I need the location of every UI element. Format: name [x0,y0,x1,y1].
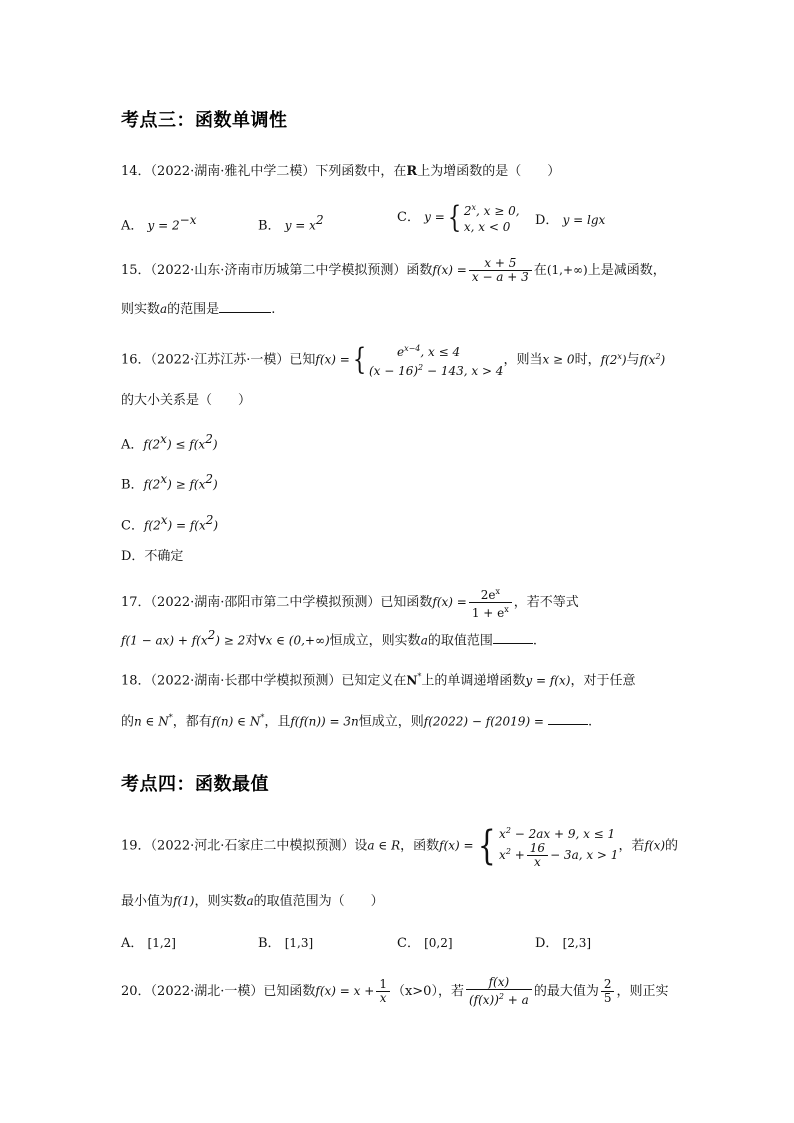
expr: f(n) ∈ N [211,714,261,729]
expr: ) = f(x [167,518,206,533]
q14-option-d [535,211,605,230]
num-sup: x [495,587,500,596]
question-15 [121,257,666,284]
expr: ) [621,352,627,367]
den-text: (f(x)) [468,993,499,1007]
q16-option-a [121,430,218,454]
case-2: x, x < 0 [463,220,511,234]
sup: * [168,713,173,722]
q18-stem: 18．（2022·湖南·长郡中学模拟预测）已知定义在 [121,673,407,689]
cases [464,200,520,235]
q16-option-c [121,511,218,535]
sup: x [160,513,168,527]
q14-tail: 上为增函数的是（ ） [417,164,561,179]
case-sup: x [471,203,476,212]
option-letter: C． [121,518,144,534]
sup: 2 [205,472,214,486]
q14-stem: 14．（2022·湖南·雅礼中学二模）下列函数中，在 [121,164,407,179]
case-2 [369,360,504,379]
text: 恒成立，则 [358,714,424,730]
question-14 [121,163,560,181]
case-1 [464,200,520,219]
question-17 [121,585,579,620]
expr: ) [213,518,219,533]
text: ，对于任意 [570,673,636,689]
option-sup: −x [179,213,197,227]
q18-N: N [406,673,418,688]
q16-cond: x ≥ 0 [542,352,575,367]
q16-mid2: 时， [574,352,601,368]
text: 的取值范围 [427,633,493,649]
q17-end: . [532,633,537,649]
expr: f(x) = [439,838,474,853]
text: 最小值为 [121,894,174,909]
case-text: (x − 16) [368,364,419,378]
expr: f(2 [600,352,618,367]
case-sup: x−4 [404,344,421,353]
expr: f(x) [644,838,666,853]
expr: f(1) [173,894,195,908]
q16-stem: 16．（2022·江苏江苏·一模）已知 [121,352,316,368]
q15-interval: (1,+∞) [546,263,588,277]
text: ，且 [264,714,291,730]
option-letter: D． [535,936,559,951]
q14-option-c [397,200,520,235]
q19-option-b [258,934,313,953]
question-18 [121,668,635,690]
option-letter: A． [121,936,144,951]
q17-a: a [420,633,428,648]
case-sup: 2 [505,847,511,856]
sup: x [160,432,167,446]
sup: x [617,351,622,361]
case-text: − 3a, x > 1 [550,848,619,862]
q20-fraction-3 [601,978,615,1005]
q14-r: R [406,164,418,179]
q16-yu: 与 [626,352,640,368]
expr: y = f(x) [525,673,571,688]
case-text: e [396,345,405,359]
text: 的取值范围为（ ） [253,894,384,909]
case-text: − 2ax + 9, x ≤ 1 [510,827,616,841]
question-19 [121,823,678,869]
answer-blank[interactable] [219,300,271,313]
text: ，都有 [172,714,212,730]
num-text: 2e [480,588,496,602]
text: 对 [245,633,259,649]
q20-fraction-1 [376,978,390,1005]
numerator: f(x) [466,976,532,990]
q15-a: a [160,302,168,316]
section-heading-3: 考点三：函数单调性 [121,110,288,131]
case-1 [369,341,504,360]
option-expr: y = 2 [147,218,180,233]
question-16-line2: 的大小关系是（ ） [121,393,252,408]
den-text: + a [503,993,529,1007]
case-text: x [499,848,506,862]
q19-a: a [246,894,254,908]
den-text: 1 + e [471,606,505,620]
option-expr: y = [424,210,445,224]
q16-f2 [640,353,666,367]
den-sup: 2 [498,992,504,1001]
cond: ∀x ∈ (0,+∞) [258,633,330,648]
q15-end: . [271,302,276,317]
sup: 2 [655,351,661,361]
text: 恒成立，则实数 [329,633,421,649]
expr: ) ≤ f(x [166,437,206,452]
q20-fraction-2 [466,976,532,1007]
question-18-line2 [121,709,592,731]
expr: f(2022) − f(2019) = [423,714,544,729]
q15-text: 的范围是 [167,302,220,317]
cases [499,823,618,869]
option-letter: C． [397,210,420,225]
text: ，若 [618,838,645,854]
numerator: 16 [527,842,548,856]
den-sup: x [504,605,509,614]
option-value: [0,2] [424,936,453,950]
expr: f(2 [143,477,161,492]
case-sup: 2 [418,363,424,372]
q19-stem: 19．（2022·河北·石家庄二中模拟预测）设 [121,838,368,854]
q16-option-d: D．不确定 [121,549,184,564]
denominator: x [379,991,387,1005]
q16-f1 [601,353,627,367]
sup: 2 [205,432,213,446]
q17-fx: f(x) = [432,595,467,609]
expr: ) [213,477,218,492]
q15-stem: 15．（2022·山东·济南市历城第二中学模拟预测）函数 [121,263,433,278]
q19-option-d [535,934,591,953]
sup: 2 [207,628,216,642]
denominator: x − a + 3 [471,270,529,284]
q16-mid: ，则当 [503,352,543,368]
answer-blank[interactable] [548,712,588,725]
case-1 [499,823,618,842]
expr: f(1 − ax) + f(x [121,633,208,648]
q20-stem: 20．（2022·湖北·一模）已知函数 [121,984,316,999]
expr: ) [212,437,218,452]
question-20 [121,976,669,1007]
case-tail: , x ≤ 4 [420,345,461,359]
cases [369,341,504,379]
brace: { [447,199,461,235]
question-17-line2 [121,626,537,650]
case-2 [499,842,618,869]
case-tail: − 143, x > 4 [423,364,504,378]
expr: f(f(n)) = 3n [290,714,359,729]
brace: { [477,823,496,869]
q15-fx: f(x) = [432,263,467,277]
numerator: x + 5 [469,257,532,271]
denominator [466,990,532,1007]
text: （x>0），若 [391,984,464,999]
option-letter: D． [535,213,559,228]
expr: ) ≥ f(x [167,477,206,492]
option-letter: A． [121,218,144,234]
q15-text: 则实数 [121,302,161,317]
q14-option-a [121,211,196,235]
q15-fraction [469,257,532,284]
option-value: [1,3] [284,936,314,950]
q15-mid: 在 [533,263,547,278]
denominator: x [534,855,541,869]
option-letter: C． [397,936,420,951]
case-tail: , x ≥ 0, [476,204,520,218]
numerator: 1 [376,978,390,992]
option-value: [1,2] [147,936,176,950]
case-text: + [510,848,525,862]
numerator [469,585,512,603]
expr: ) ≥ 2 [215,633,246,648]
case-text: x [499,827,506,841]
expr: f(x [639,352,656,367]
option-sup: 2 [315,213,324,227]
option-expr: y = x [284,218,316,233]
question-19-line2 [121,892,384,911]
expr: f(2 [143,518,161,533]
question-16 [121,341,665,379]
text: 的 [665,838,679,854]
q19-option-c [397,934,453,953]
option-letter: B． [121,477,144,493]
question-15-line2 [121,300,275,319]
option-expr: y = lgx [562,213,606,227]
expr: a ∈ R [367,838,401,853]
q17-fraction [469,585,512,620]
expr: n ∈ N [134,714,169,729]
expr: ) [660,352,666,367]
option-letter: A． [121,437,144,453]
text: 上的单调递增函数 [421,673,526,689]
denominator [469,603,512,620]
brace: { [352,342,367,377]
sup: 2 [205,513,214,527]
denominator: 5 [603,991,612,1005]
expr: f(x) = x + [315,984,375,998]
q17-tail: ，若不等式 [513,595,579,610]
q19-option-a [121,934,176,953]
text: 的 [121,714,135,730]
option-value: [2,3] [562,936,592,950]
answer-blank[interactable] [493,631,533,644]
q14-option-b [258,211,324,235]
sup: * [417,672,422,681]
option-letter: B． [258,218,281,234]
case-text: 2 [463,204,472,218]
text: ，函数 [400,838,440,854]
case-sup: 2 [505,826,511,835]
sup: x [160,472,168,486]
section-heading-4: 考点四：函数最值 [121,774,269,795]
sup: * [260,713,265,722]
numerator: 2 [601,978,615,992]
text: ，则正实 [616,984,669,999]
q16-fx: f(x) = [315,352,350,367]
q16-option-b [121,470,218,494]
text: ，则实数 [194,894,247,909]
q17-stem: 17．（2022·湖南·邵阳市第二中学模拟预测）已知函数 [121,595,433,610]
q18-end: . [588,714,593,730]
text: 的最大值为 [533,984,599,999]
expr: f(2 [143,437,161,452]
case-fraction [527,842,548,869]
option-letter: B． [258,936,281,951]
q15-tail: 上是减函数， [587,263,666,278]
